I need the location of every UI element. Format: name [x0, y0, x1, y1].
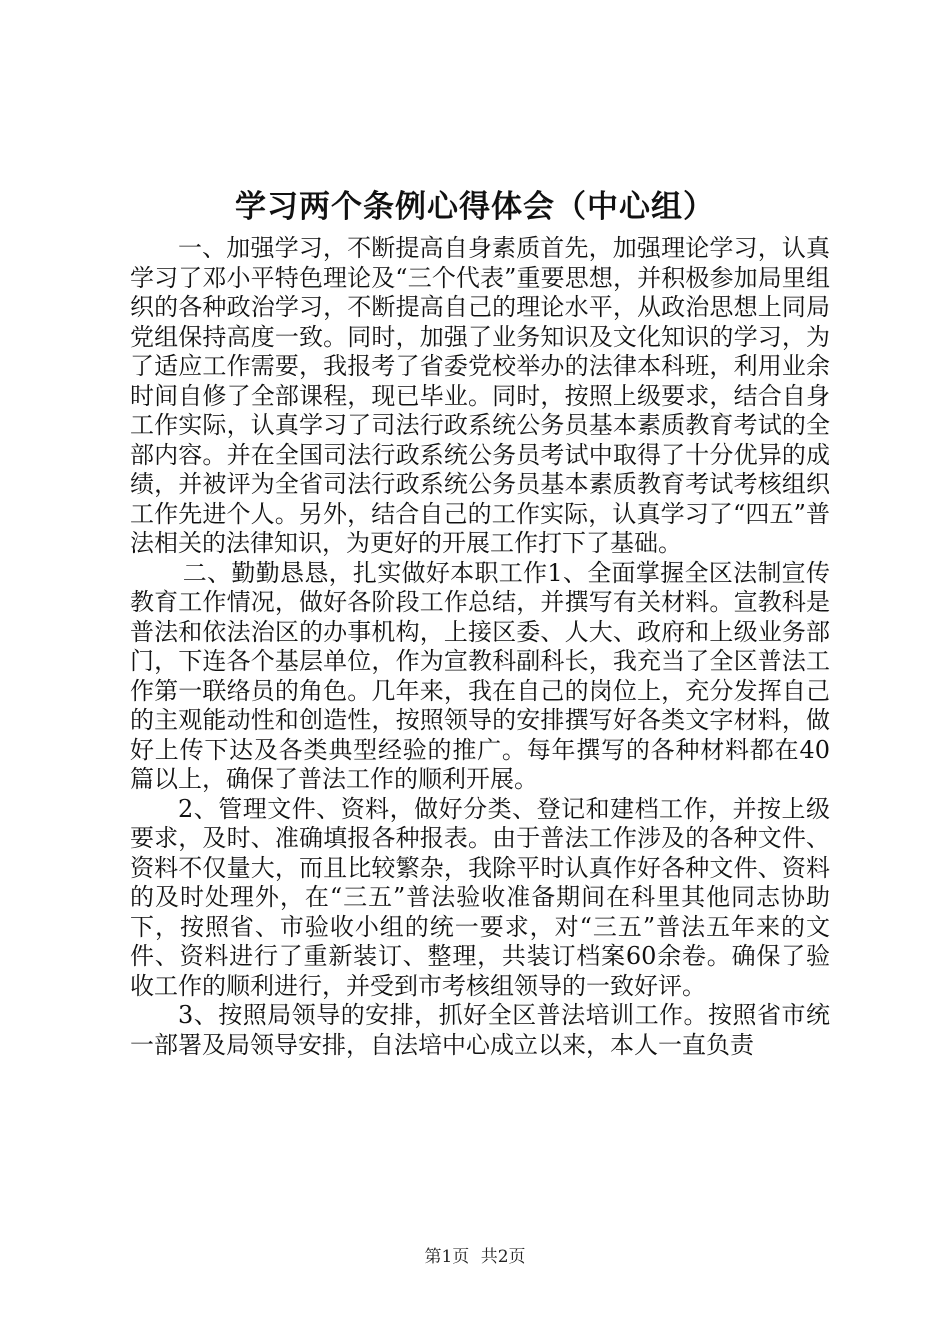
page-total: 共2页 [480, 1247, 526, 1267]
paragraph-4: 3、按照局领导的安排，抓好全区普法培训工作。按照省市统一部署及局领导安排，自法培中心成立以来，本人一直负责 [130, 1001, 830, 1059]
page-footer [0, 1246, 950, 1268]
document-body [130, 234, 830, 1060]
page-number: 第1页 [424, 1247, 470, 1267]
paragraph-3: 2、管理文件、资料，做好分类、登记和建档工作，并按上级要求，及时、准确填报各种报表。由于普法工作涉及的各种文件、资料不仅量大，而且比较繁杂，我除平时认真作好各种文件、资料的及时处理外，在“三五”普法验收准备期间在科里其他同志协助下，按照省、市验收小组的统一要求，对“三五”普法五年来的文件、资料进行了重新装订、整理，共装订档案60余卷。确保了验收工作的顺利进行，并受到市考核组领导的一致好评。 [130, 794, 830, 1000]
document-title: 学习两个条例心得体会（中心组） [235, 189, 715, 225]
paragraph-2: 二、勤勤恳恳，扎实做好本职工作1、全面掌握全区法制宣传教育工作情况，做好各阶段工作总结，并撰写有关材料。宣教科是普法和依法治区的办事机构，上接区委、人大、政府和上级业务部门，下连各个基层单位，作为宣教科副科长，我充当了全区普法工作第一联络员的角色。几年来，我在自己的岗位上，充分发挥自己的主观能动性和创造性，按照领导的安排撰写好各类文字材料，做好上传下达及各类典型经验的推广。每年撰写的各种材料都在40篇以上，确保了普法工作的顺利开展。 [130, 558, 830, 793]
paragraph-1: 一、加强学习，不断提高自身素质首先，加强理论学习，认真学习了邓小平特色理论及“三个代表”重要思想，并积极参加局里组织的各种政治学习，不断提高自己的理论水平，从政治思想上同局党组保持高度一致。同时，加强了业务知识及文化知识的学习，为了适应工作需要，我报考了省委党校举办的法律本科班，利用业余时间自修了全部课程，现已毕业。同时，按照上级要求，结合自身工作实际，认真学习了司法行政系统公务员基本素质教育考试的全部内容。并在全国司法行政系统公务员考试中取得了十分优异的成绩，并被评为全省司法行政系统公务员基本素质教育考试考核组织工作先进个人。另外，结合自己的工作实际，认真学习了“四五”普法相关的法律知识，为更好的开展工作打下了基础。 [130, 234, 830, 557]
